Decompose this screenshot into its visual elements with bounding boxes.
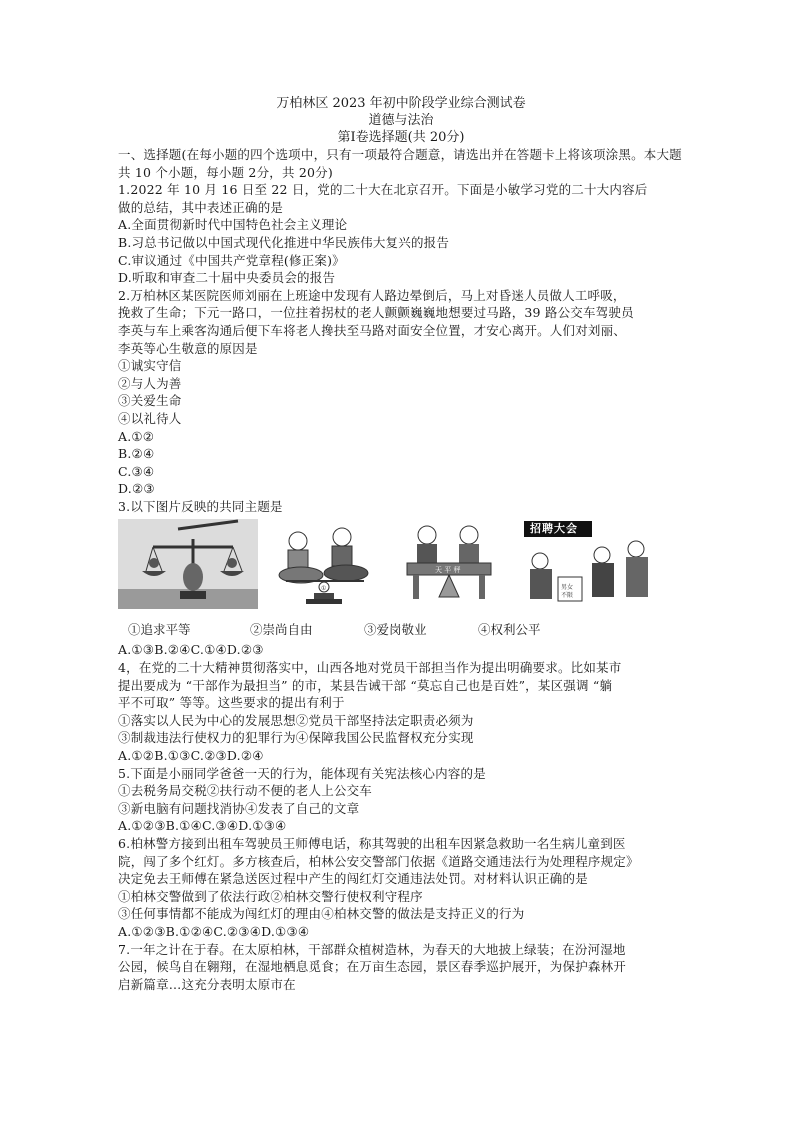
q1-option-a: A.全面贯彻新时代中国特色社会主义理论 bbox=[118, 217, 348, 233]
job-fair-sign: 招聘大会 bbox=[530, 522, 578, 536]
q5-options: A.①②③B.①④C.③④D.①③④ bbox=[118, 818, 287, 834]
q2-option-b: B.②④ bbox=[118, 446, 155, 462]
scale-of-justice-illustration bbox=[118, 519, 258, 609]
q2-stem-line2: 挽救了生命；下元一路口，一位拄着拐杖的老人颤颤巍巍地想要过马路，39 路公交车驾驶员 bbox=[118, 305, 634, 321]
q4-items-3-4: ③制裁违法行使权力的犯罪行为④保障我国公民监督权充分实现 bbox=[118, 730, 474, 746]
children-balance-illustration bbox=[276, 519, 386, 609]
q3-captions bbox=[118, 621, 684, 639]
q3-options: A.①③B.②④C.①④D.②③ bbox=[118, 642, 264, 658]
svg-text:①: ① bbox=[321, 585, 327, 593]
q2-item-1: ①诚实守信 bbox=[118, 358, 182, 374]
seesaw-equality-illustration bbox=[403, 519, 495, 609]
q3-caption-2: ②崇尚自由 bbox=[250, 622, 313, 638]
q7-stem-line3: 启新篇章…这充分表明太原市在 bbox=[118, 976, 296, 992]
q6-options: A.①②③B.①②④C.②③④D.①③④ bbox=[118, 923, 310, 939]
q4-options: A.①②B.①③C.②③D.②④ bbox=[118, 748, 264, 764]
q6-stem-line2: 院，闯了多个红灯。多方核查后，柏林公安交警部门依据《道路交通违法行为处理程序规定》 bbox=[118, 853, 639, 869]
exam-title: 万柏林区 2023 年初中阶段学业综合测试卷 bbox=[276, 96, 526, 111]
q6-items-1-2: ①柏林交警做到了依法行政②柏林交警行使权利守程序 bbox=[118, 888, 423, 904]
q5-items-1-2: ①去税务局交税②扶行动不便的老人上公交车 bbox=[118, 783, 373, 799]
q3-caption-3: ③爱岗敬业 bbox=[364, 622, 427, 638]
svg-text:不限: 不限 bbox=[561, 592, 574, 600]
q2-item-4: ④以礼待人 bbox=[118, 410, 182, 426]
q2-item-3: ③关爱生命 bbox=[118, 393, 182, 409]
svg-text:天 平 秤: 天 平 秤 bbox=[435, 566, 461, 575]
q7-stem-line2: 公园，候鸟自在翱翔，在湿地栖息觅食；在万亩生态园，景区春季巡护展开，为保护森林开 bbox=[118, 959, 627, 975]
q6-stem-line1: 6.柏林警方接到出租车驾驶员王师傅电话，称其驾驶的出租车因紧急救助一名生病儿童到医 bbox=[118, 836, 626, 851]
q1-option-d: D.听取和审查二十届中央委员会的报告 bbox=[118, 270, 336, 286]
q2-option-c: C.③④ bbox=[118, 463, 155, 479]
q5-items-3-4: ③新电脑有问题找消协④发表了自己的文章 bbox=[118, 800, 360, 816]
q4-stem-line3: 平不可取” 等等。这些要求的提出有利于 bbox=[118, 695, 345, 711]
q2-option-d: D.②③ bbox=[118, 481, 155, 497]
section-intro: 一、选择题(在每小题的四个选项中，只有一项最符合题意，请选出并在答题卡上将该项涂黑。本大题共 10 个小题，每小题 2分，共 20分) bbox=[118, 147, 682, 180]
q3-caption-1: ①追求平等 bbox=[128, 622, 191, 638]
exam-subject: 道德与法治 bbox=[368, 113, 434, 128]
q3-stem: 3.以下图片反映的共同主题是 bbox=[118, 498, 283, 514]
q7-stem-line1: 7.一年之计在于春。在太原柏林，干部群众植树造林，为春天的大地披上绿装；在汾河湿地 bbox=[118, 941, 626, 957]
exam-part-heading: 第Ⅰ卷选择题(共 20分) bbox=[337, 130, 465, 145]
job-fair-illustration bbox=[518, 519, 670, 609]
q2-stem-line4: 李英等心生敬意的原因是 bbox=[118, 340, 258, 356]
q3-illustrations bbox=[118, 519, 684, 615]
q1-stem-line1: 1.2022 年 10 月 16 日至 22 日，党的二十大在北京召开。下面是小敏学习党的二十大内容后 bbox=[118, 182, 648, 198]
exam-page bbox=[118, 95, 684, 993]
q1-option-c: C.审议通过《中国共产党章程(修正案)》 bbox=[118, 252, 345, 268]
q5-stem: 5.下面是小丽同学爸爸一天的行为，能体现有关宪法核心内容的是 bbox=[118, 765, 486, 781]
svg-text:男女: 男女 bbox=[561, 584, 574, 592]
q6-items-3-4: ③任何事情都不能成为闯红灯的理由④柏林交警的做法是支持正义的行为 bbox=[118, 906, 525, 922]
q2-item-2: ②与人为善 bbox=[118, 375, 182, 391]
q2-stem-line1: 2.万柏林区某医院医师刘丽在上班途中发现有人路边晕倒后，马上对昏迷人员做人工呼吸， bbox=[118, 287, 626, 303]
q6-stem-line3: 决定免去王师傅在紧急送医过程中产生的闯红灯交通违法处罚。对材料认识正确的是 bbox=[118, 871, 588, 887]
q2-stem-line3: 李英与车上乘客沟通后便下车将老人搀扶至马路对面安全位置，才安心离开。人们对刘丽、 bbox=[118, 322, 627, 338]
q4-stem-line1: 4，在党的二十大精神贯彻落实中，山西各地对党员干部担当作为提出明确要求。比如某市 bbox=[118, 660, 622, 676]
q1-option-b: B.习总书记做以中国式现代化推进中华民族伟大复兴的报告 bbox=[118, 234, 450, 250]
q4-items-1-2: ①落实以人民为中心的发展思想②党员干部坚持法定职责必须为 bbox=[118, 712, 474, 728]
q3-caption-4: ④权利公平 bbox=[478, 622, 541, 638]
q1-stem-line2: 做的总结，其中表述正确的是 bbox=[118, 199, 284, 215]
q2-option-a: A.①② bbox=[118, 428, 155, 444]
q4-stem-line2: 提出要成为 “干部作为最担当” 的市，某县告诫干部 “莫忘自己也是百姓”，某区强调 “躺 bbox=[118, 677, 613, 693]
